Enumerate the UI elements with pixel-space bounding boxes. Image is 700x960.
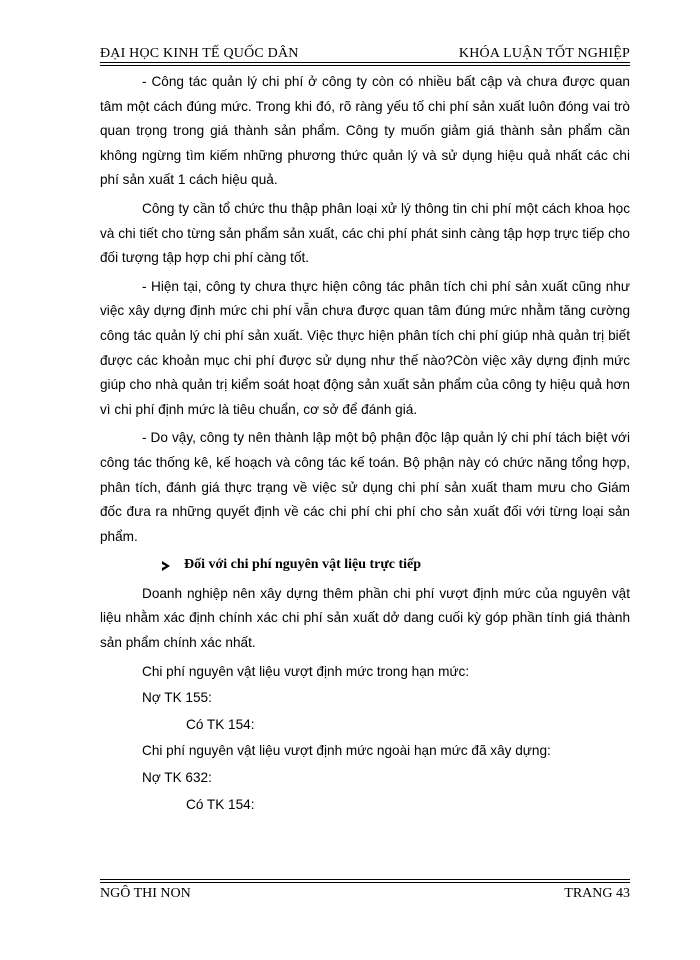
paragraph-3: - Hiện tại, công ty chưa thực hiện công tác phân tích chi phí sản xuất cũng như việc xây dựng định mức chi phí vẫn chưa được quan tâm đúng mức nhằm tăng cường công tác quản lý chi phí sản xuất. Việc thực hiện phân tích chi phí giúp nhà quản trị biết được các khoản mục chi phí được sử dụng như thế nào?Còn việc xây dựng định mức giúp cho nhà quản trị kiểm soát hoạt động sản xuất sản phẩm của công ty hiệu quả hơn vì chi phí định mức là tiêu chuẩn, cơ sở để đánh giá. <box>100 278 630 417</box>
footer-page-number: TRANG 43 <box>564 886 630 901</box>
entry-outside-label: Chi phí nguyên vật liệu vượt định mức ngoài hạn mức đã xây dựng: <box>142 743 551 759</box>
footer-author: NGÔ THI NON <box>100 886 191 901</box>
page-header <box>100 38 630 62</box>
paragraph-1: - Công tác quản lý chi phí ở công ty còn có nhiều bất cập và chưa được quan tâm một cách đúng mức. Trong khi đó, rõ ràng yếu tố chi phí sản xuất luôn đóng vai trò quan trọng trong giá thành sản phẩm. Công ty muốn giảm giá thành sản phẩm cần không ngừng tìm kiếm những phương thức quản lý và sử dụng hiệu quả nhất các chi phí sản xuất 1 cách hiệu quả. <box>100 74 630 188</box>
header-university: ĐẠI HỌC KINH TẾ QUỐC DÂN <box>100 46 299 61</box>
arrow-bullet-icon <box>162 561 170 571</box>
paragraph-2: Công ty cần tổ chức thu thập phân loại xử lý thông tin chi phí một cách khoa học và chi tiết cho từng sản phẩm sản xuất, các chi phí phát sinh càng tập hợp trực tiếp cho đối tượng tập hợp chi phí càng tốt. <box>100 200 630 266</box>
entry-within-label: Chi phí nguyên vật liệu vượt định mức trong hạn mức: <box>142 663 470 679</box>
entry-within-debit: Nợ TK 155: <box>142 690 212 706</box>
page-body <box>100 70 630 819</box>
header-thesis-title: KHÓA LUẬN TỐT NGHIỆP <box>458 46 630 61</box>
entry-within-credit: Có TK 154: <box>186 716 255 732</box>
header-divider <box>100 62 630 66</box>
section-heading-text: Đối với chi phí nguyên vật liệu trực tiếp <box>184 557 422 573</box>
page-footer <box>100 886 630 902</box>
section-heading <box>162 553 630 578</box>
footer-divider <box>100 879 630 883</box>
entry-outside-credit: Có TK 154: <box>186 796 255 812</box>
paragraph-4: - Do vậy, công ty nên thành lập một bộ phận độc lập quản lý chi phí tách biệt với công tác thống kê, kế hoạch và công tác kế toán. Bộ phận này có chức năng tổng hợp, phân tích, đánh giá thực trạng về việc sử dụng chi phí sản xuất tham mưu cho Giám đốc đưa ra những quyết định về các chi phí chi phí cho sản xuất đối với từng loại sản phẩm. <box>100 430 630 544</box>
entry-outside-debit: Nợ TK 632: <box>142 770 212 786</box>
section-paragraph: Doanh nghiệp nên xây dựng thêm phần chi phí vượt định mức của nguyên vật liệu nhằm xác định chính xác chi phí sản xuất dở dang cuối kỳ góp phần tính giá thành sản phẩm chính xác nhất. <box>100 585 630 651</box>
